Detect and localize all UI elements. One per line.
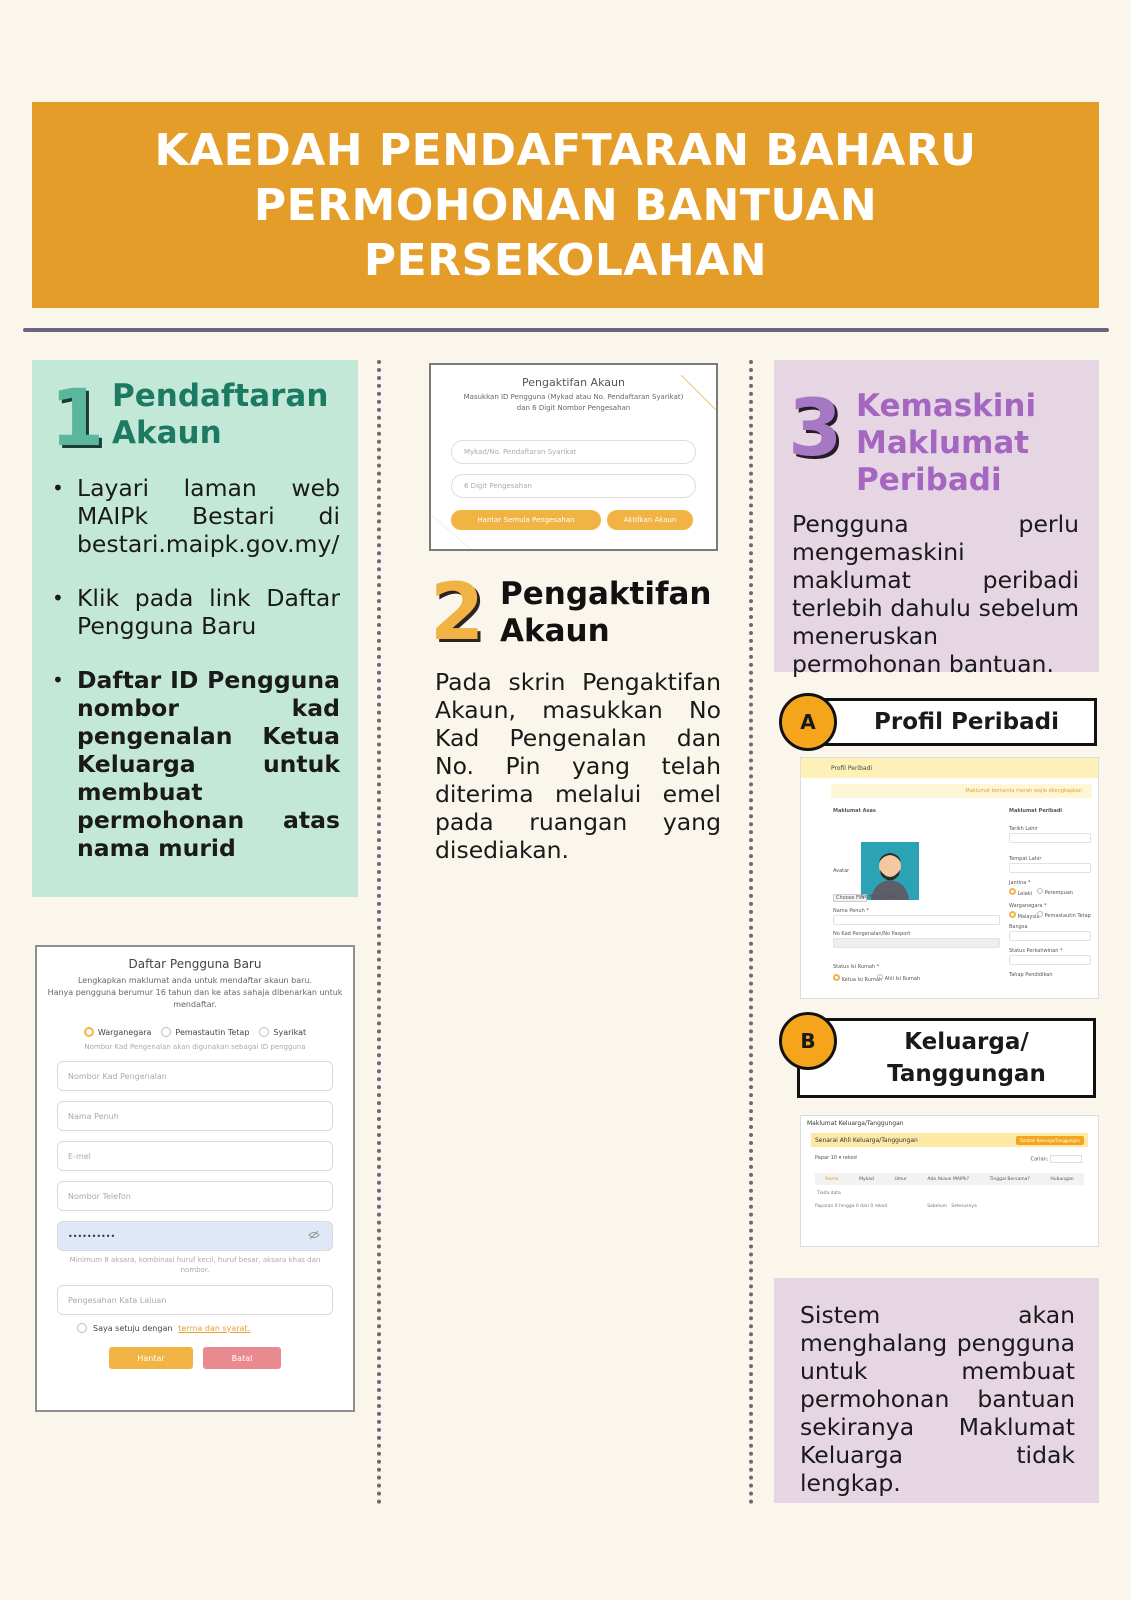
form-title: Pengaktifan Akaun [522,376,625,389]
radio-label: Pemastautin Tetap [1044,913,1091,919]
field-input[interactable] [833,938,1000,948]
radio-pemastautin[interactable] [161,1027,249,1037]
step2-paragraph: Pada skrin Pengaktifan Akaun, masukkan No Kad Pengenalan dan No. Pin yang telah diterima melalui emel pada ruangan yang disediakan. [435,668,721,864]
avatar-label: Avatar [833,868,850,874]
form-subtitle-line: dan 6 Digit Nombor Pengesahan [516,404,631,412]
divider [23,328,1109,332]
search-label: Carian: [1030,1156,1049,1163]
radio-label: Pemastautin Tetap [175,1027,250,1037]
citizenship-radios [37,1027,353,1037]
terms-link[interactable]: terma dan syarat. [178,1323,251,1333]
section-label: Maklumat Peribadi [1009,808,1063,814]
decorative-lines [431,365,716,549]
field-input[interactable] [1009,955,1091,965]
column-header[interactable]: Ada Akaun MAIPk? [927,1176,969,1182]
checkbox[interactable] [77,1323,87,1333]
no-file-text: No file chosen [861,894,897,900]
title-banner [32,102,1099,308]
field-label: Status Perkahwinan * [1009,948,1063,954]
family-bar [811,1133,1088,1147]
pin-input[interactable]: 6 Digit Pengesahan [451,474,696,498]
eye-slash-icon[interactable] [308,1230,320,1242]
field-label: Tahap Pendidikan [1009,972,1053,978]
step1-bullet-list [52,474,340,888]
full-name-input[interactable]: Nama Penuh [57,1101,333,1131]
password-input[interactable] [57,1221,333,1251]
form-buttons [37,1347,353,1369]
column-header[interactable]: Umur [894,1176,907,1182]
table-header [815,1173,1084,1185]
family-title: Maklumat Keluarga/Tanggungan [807,1120,904,1127]
radio-label: Warganegara [97,1027,152,1037]
user-id-input[interactable]: Mykad/No. Pendaftaran Syarikat [451,440,696,464]
column-header[interactable]: Tinggal Bersama? [989,1176,1030,1182]
bullet-text: Klik pada link Daftar Pengguna Baru [77,584,340,640]
table-controls [815,1155,1082,1163]
radio-label: Perempuan [1044,890,1073,896]
phone-input[interactable]: Nombor Telefon [57,1181,333,1211]
list-item: • Klik pada link Daftar Pengguna Baru [52,584,340,640]
step2-number: 2 [430,568,485,658]
step3-heading: Kemaskini Maklumat Peribadi [856,388,1037,498]
agree-text: Saya setuju dengan [93,1323,173,1333]
search-input[interactable] [1050,1155,1082,1163]
email-input[interactable]: E-mel [57,1141,333,1171]
step3-number: 3 [788,384,843,474]
prev-button[interactable]: Sebelum [927,1204,947,1209]
radio-option[interactable] [877,974,920,982]
radio-note: Nombor Kad Pengenalan akan digunakan sebagai ID pengguna [84,1043,306,1051]
ic-number-input[interactable]: Nombor Kad Pengenalan [57,1061,333,1091]
radio-option[interactable] [1009,911,1039,920]
avatar [861,842,919,900]
table-empty: Tiada data [817,1191,841,1196]
list-item: • Layari laman web MAIPk Bestari di bestari.maipk.gov.my/ [52,474,340,558]
section-b-label: Keluarga/ Tanggungan [797,1018,1096,1098]
column-divider-left [377,360,381,1505]
radio-label: Syarikat [273,1027,307,1037]
resend-button[interactable]: Hantar Semula Pengesahan [451,510,601,530]
field-input[interactable] [1009,863,1091,873]
radio-syarikat[interactable] [259,1027,306,1037]
step1-number: 1 [50,374,105,464]
section-b-badge: B [779,1012,837,1070]
field-label: Status Isi Rumah * [833,964,880,970]
field-label: Warganegara * [1009,903,1047,909]
profile-screenshot [800,757,1099,999]
step1-heading: Pendaftaran Akaun [112,378,329,451]
field-label: Tarikh Lahir [1009,826,1038,832]
profile-notice: Maklumat bertanda merah wajib dilengkapkan [831,784,1092,798]
profile-header: Profil Peribadi [801,758,1098,778]
form-title: Daftar Pengguna Baru [128,957,262,971]
choose-file-button[interactable]: Choose File [833,894,867,902]
field-label: Bangsa [1009,924,1028,930]
radio-selected-icon [84,1027,94,1037]
step3-paragraph: Pengguna perlu mengemaskini maklumat peribadi terlebih dahulu sebelum meneruskan permohonan bantuan. [792,510,1079,678]
password-hint: Minimum 8 aksara, kombinasi huruf kecil, huruf besar, aksara khas dan nombor. [69,1256,321,1274]
section-a-label: Profil Peribadi [796,698,1097,746]
field-label: Jantina * [1009,880,1031,886]
form-subtitle [47,975,343,1011]
bullet-text: Layari laman web MAIPk Bestari di bestari.maipk.gov.my/ [77,474,340,558]
radio-option[interactable] [1037,911,1091,919]
radio-label: Ahli Isi Rumah [884,976,921,982]
form-subtitle-line: Hanya pengguna berumur 16 tahun dan ke atas sahaja dibenarkan untuk mendaftar. [47,988,343,1009]
column-header[interactable]: Nama [825,1176,839,1182]
terms-agreement [77,1323,353,1333]
footer-text: Paparan 0 hingga 0 dari 0 rekod [815,1204,888,1209]
radio-option[interactable] [1037,888,1073,896]
column-header[interactable]: Mykad [859,1176,874,1182]
family-screenshot [800,1115,1099,1247]
field-input[interactable] [833,915,1000,925]
radio-label: Malaysia [1017,914,1040,920]
next-button[interactable]: Seterusnya [951,1204,977,1209]
add-family-button[interactable]: Tambah Keluarga/Tanggungan [1016,1136,1084,1145]
step2-heading: Pengaktifan Akaun [500,576,712,649]
page-size-control[interactable]: Papar 10 ▾ rekod [815,1155,857,1161]
field-label: Nama Penuh * [833,908,869,914]
table-footer [815,1204,1084,1209]
section-a-badge: A [779,693,837,751]
form-subtitle-line: Masukkan ID Pengguna (Mykad atau No. Pendaftaran Syarikat) [463,393,684,401]
radio-option[interactable] [1009,888,1032,897]
bar-title: Senarai Ahli Keluarga/Tanggungan [815,1136,918,1144]
note-text: Sistem akan menghalang pengguna untuk membuat permohonan bantuan sekiranya Maklumat Keluarga tidak lengkap. [800,1301,1075,1497]
column-divider-right [749,360,753,1505]
register-form-screenshot [35,945,355,1412]
search-control[interactable] [1030,1155,1082,1163]
password-value: •••••••••• [68,1231,116,1241]
form-subtitle-line: Lengkapkan maklumat anda untuk mendaftar akaun baru. [77,976,313,985]
list-item: • Daftar ID Pengguna nombor kad pengenalan Ketua Keluarga untuk membuat permohonan atas nama murid [52,666,340,862]
activate-button[interactable]: Aktifkan Akaun [607,510,693,530]
field-input[interactable] [1009,833,1091,843]
activation-form-screenshot [429,363,718,551]
radio-icon [161,1027,171,1037]
field-input[interactable] [1009,931,1091,941]
cancel-button[interactable]: Batal [203,1347,281,1369]
radio-label: Lelaki [1017,891,1033,897]
radio-label: Ketua Isi Rumah [841,977,883,983]
radio-icon [259,1027,269,1037]
radio-warganegara[interactable] [84,1027,152,1037]
records-label: rekod [842,1155,857,1161]
submit-button[interactable]: Hantar [109,1347,193,1369]
page-title: KAEDAH PENDAFTARAN BAHARU PERMOHONAN BANTUAN PERSEKOLAHAN [154,124,977,286]
field-label: No Kad Pengenalan/No Pasport [833,931,911,937]
bullet-text: Daftar ID Pengguna nombor kad pengenalan Ketua Keluarga untuk membuat permohonan atas nama murid [77,666,340,862]
section-label: Maklumat Asas [833,808,876,814]
column-header[interactable]: Hubungan [1050,1176,1074,1182]
radio-option[interactable] [833,974,882,983]
show-label: Papar [815,1155,830,1161]
field-label: Tempat Lahir [1009,856,1042,862]
confirm-password-input[interactable]: Pengesahan Kata Laluan [57,1285,333,1315]
